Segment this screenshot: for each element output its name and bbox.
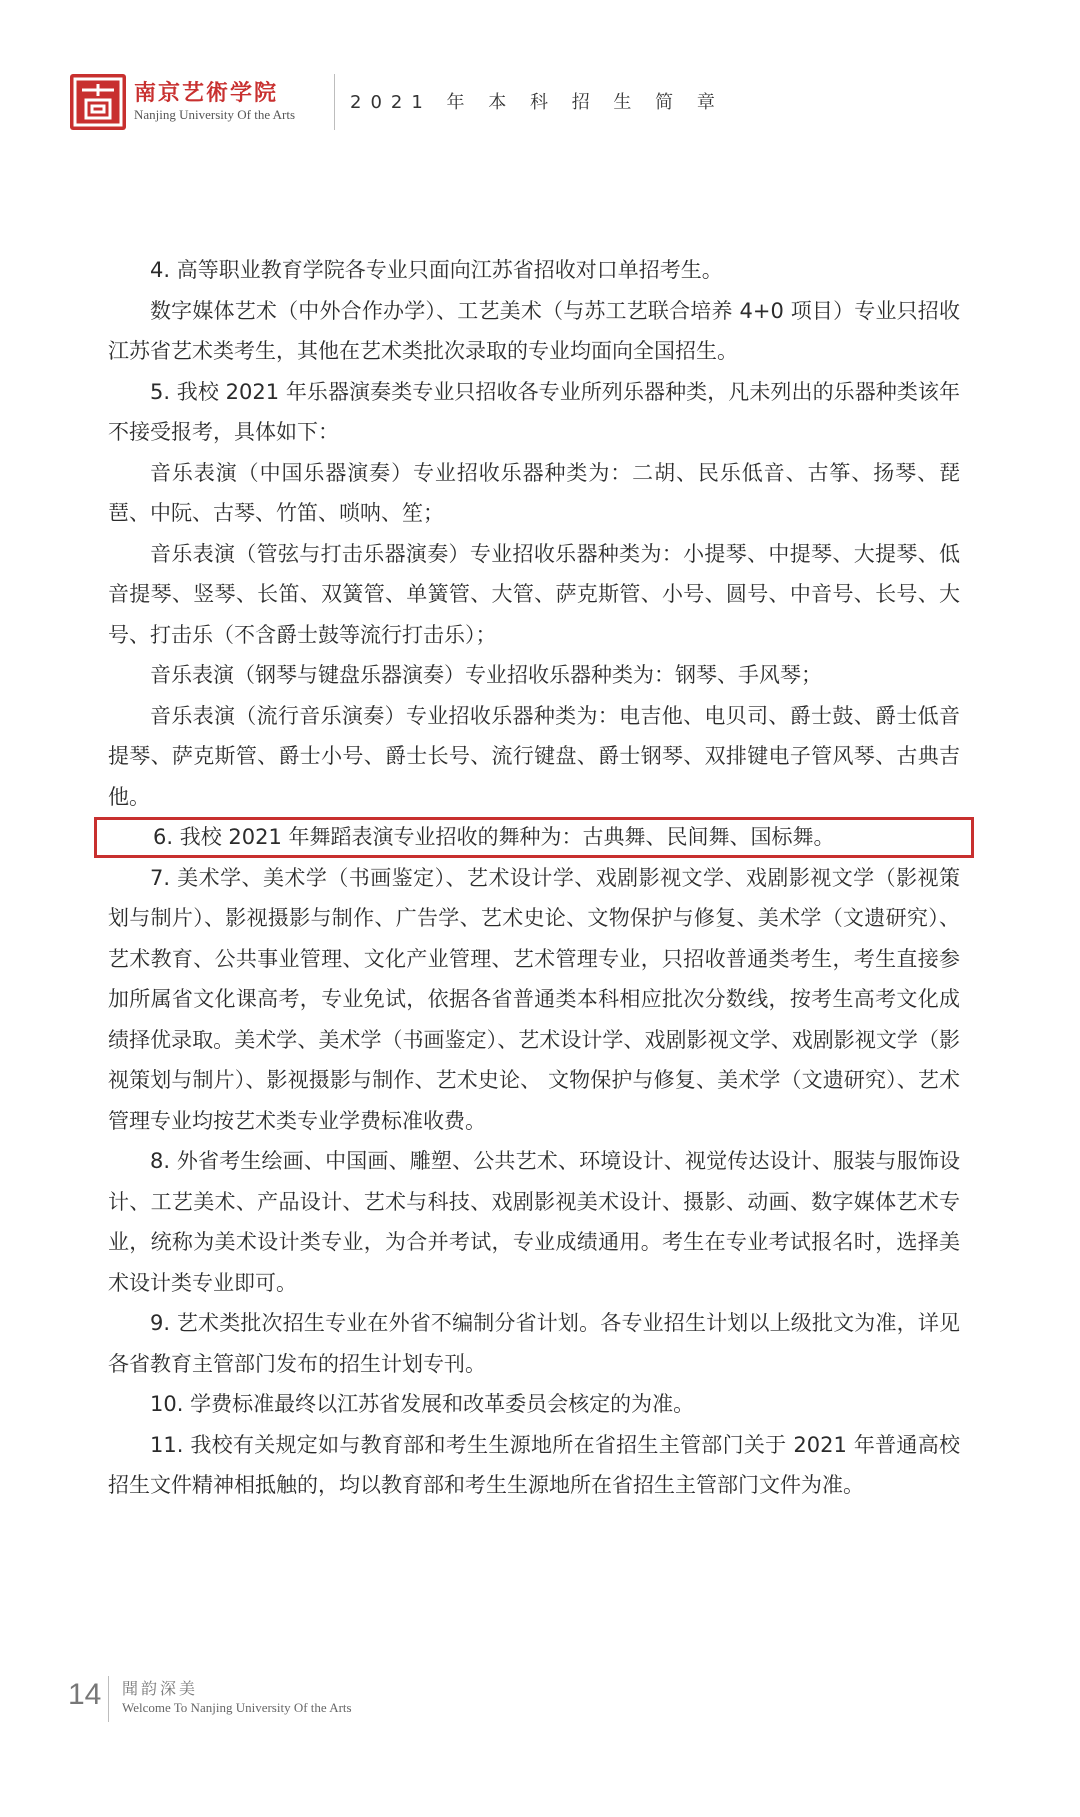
document-title: 2021 年 本 科 招 生 简 章 — [350, 92, 724, 113]
paragraph-item-5: 5. 我校 2021 年乐器演奏类专业只招收各专业所列乐器种类，凡未列出的乐器种类该年不接受报考，具体如下： — [108, 379, 960, 444]
paragraph-keyboard-instruments: 音乐表演（钢琴与键盘乐器演奏）专业招收乐器种类为：钢琴、手风琴； — [150, 663, 822, 687]
highlighted-paragraph-item-6: 6. 我校 2021 年舞蹈表演专业招收的舞种为：古典舞、民间舞、国标舞。 — [94, 817, 974, 858]
page-number: 14 — [68, 1678, 102, 1711]
header-divider — [334, 74, 335, 130]
school-name-cn: 南京艺術学院 — [134, 80, 279, 106]
paragraph-item-10: 10. 学费标准最终以江苏省发展和改革委员会核定的为准。 — [150, 1392, 695, 1416]
paragraph-item-8: 8. 外省考生绘画、中国画、雕塑、公共艺术、环境设计、视觉传达设计、服装与服饰设计、工艺美术、产品设计、艺术与科技、戏剧影视美术设计、摄影、动画、数字媒体艺术专业，统称为美术设计类专业，为合并考试，专业成绩通用。考生在专业考试报名时，选择美术设计类专业即可。 — [108, 1149, 960, 1295]
page-header — [70, 70, 970, 134]
paragraph-item-9: 9. 艺术类批次招生专业在外省不编制分省计划。各专业招生计划以上级批文为准，详见各省教育主管部门发布的招生计划专刊。 — [108, 1311, 960, 1376]
footer-divider — [108, 1676, 109, 1722]
paragraph-item-7: 7. 美术学、美术学（书画鉴定）、艺术设计学、戏剧影视文学、戏剧影视文学（影视策划与制片）、影视摄影与制作、广告学、艺术史论、文物保护与修复、美术学（文遗研究）、艺术教育、公共事业管理、文化产业管理、艺术管理专业，只招收普通类考生，考生直接参加所属省文化课高考，专业免试，依据各省普通类本科相应批次分数线，按考生高考文化成绩择优录取。美术学、美术学（书画鉴定）、艺术设计学、戏剧影视文学、戏剧影视文学（影视策划与制片）、影视摄影与制作、艺术史论、 文物保护与修复、美术学（文遗研究）、艺术管理专业均按艺术类专业学费标准收费。 — [108, 865, 960, 1133]
footer-slogan: 聞韵深美 — [122, 1679, 199, 1698]
paragraph-item-11: 11. 我校有关规定如与教育部和考生生源地所在省招生主管部门关于 2021 年普通高校招生文件精神相抵触的，均以教育部和考生生源地所在省招生主管部门文件为准。 — [108, 1432, 960, 1497]
paragraph-chinese-instruments: 音乐表演（中国乐器演奏）专业招收乐器种类为：二胡、民乐低音、古筝、扬琴、琵琶、中阮、古琴、竹笛、唢呐、笙； — [108, 460, 960, 525]
paragraph-pop-instruments: 音乐表演（流行音乐演奏）专业招收乐器种类为：电吉他、电贝司、爵士鼓、爵士低音提琴、萨克斯管、爵士小号、爵士长号、流行键盘、爵士钢琴、双排键电子管风琴、古典吉他。 — [108, 703, 960, 809]
school-name-en: Nanjing University Of the Arts — [134, 107, 296, 122]
university-seal-logo — [70, 74, 126, 130]
paragraph-orchestral-instruments: 音乐表演（管弦与打击乐器演奏）专业招收乐器种类为：小提琴、中提琴、大提琴、低音提琴、竖琴、长笛、双簧管、单簧管、大管、萨克斯管、小号、圆号、中音号、长号、大号、打击乐（不含爵士鼓等流行打击乐）； — [108, 541, 960, 647]
paragraph-item-4: 4. 高等职业教育学院各专业只面向江苏省招收对口单招考生。 — [150, 258, 723, 282]
page-footer — [68, 1672, 568, 1732]
document-body — [108, 250, 960, 1506]
paragraph-digital-media: 数字媒体艺术（中外合作办学）、工艺美术（与苏工艺联合培养 4+0 项目）专业只招收江苏省艺术类考生，其他在艺术类批次录取的专业均面向全国招生。 — [108, 298, 960, 363]
seal-glyph-icon — [70, 74, 126, 130]
footer-welcome-text: Welcome To Nanjing University Of the Arts — [122, 1700, 352, 1715]
